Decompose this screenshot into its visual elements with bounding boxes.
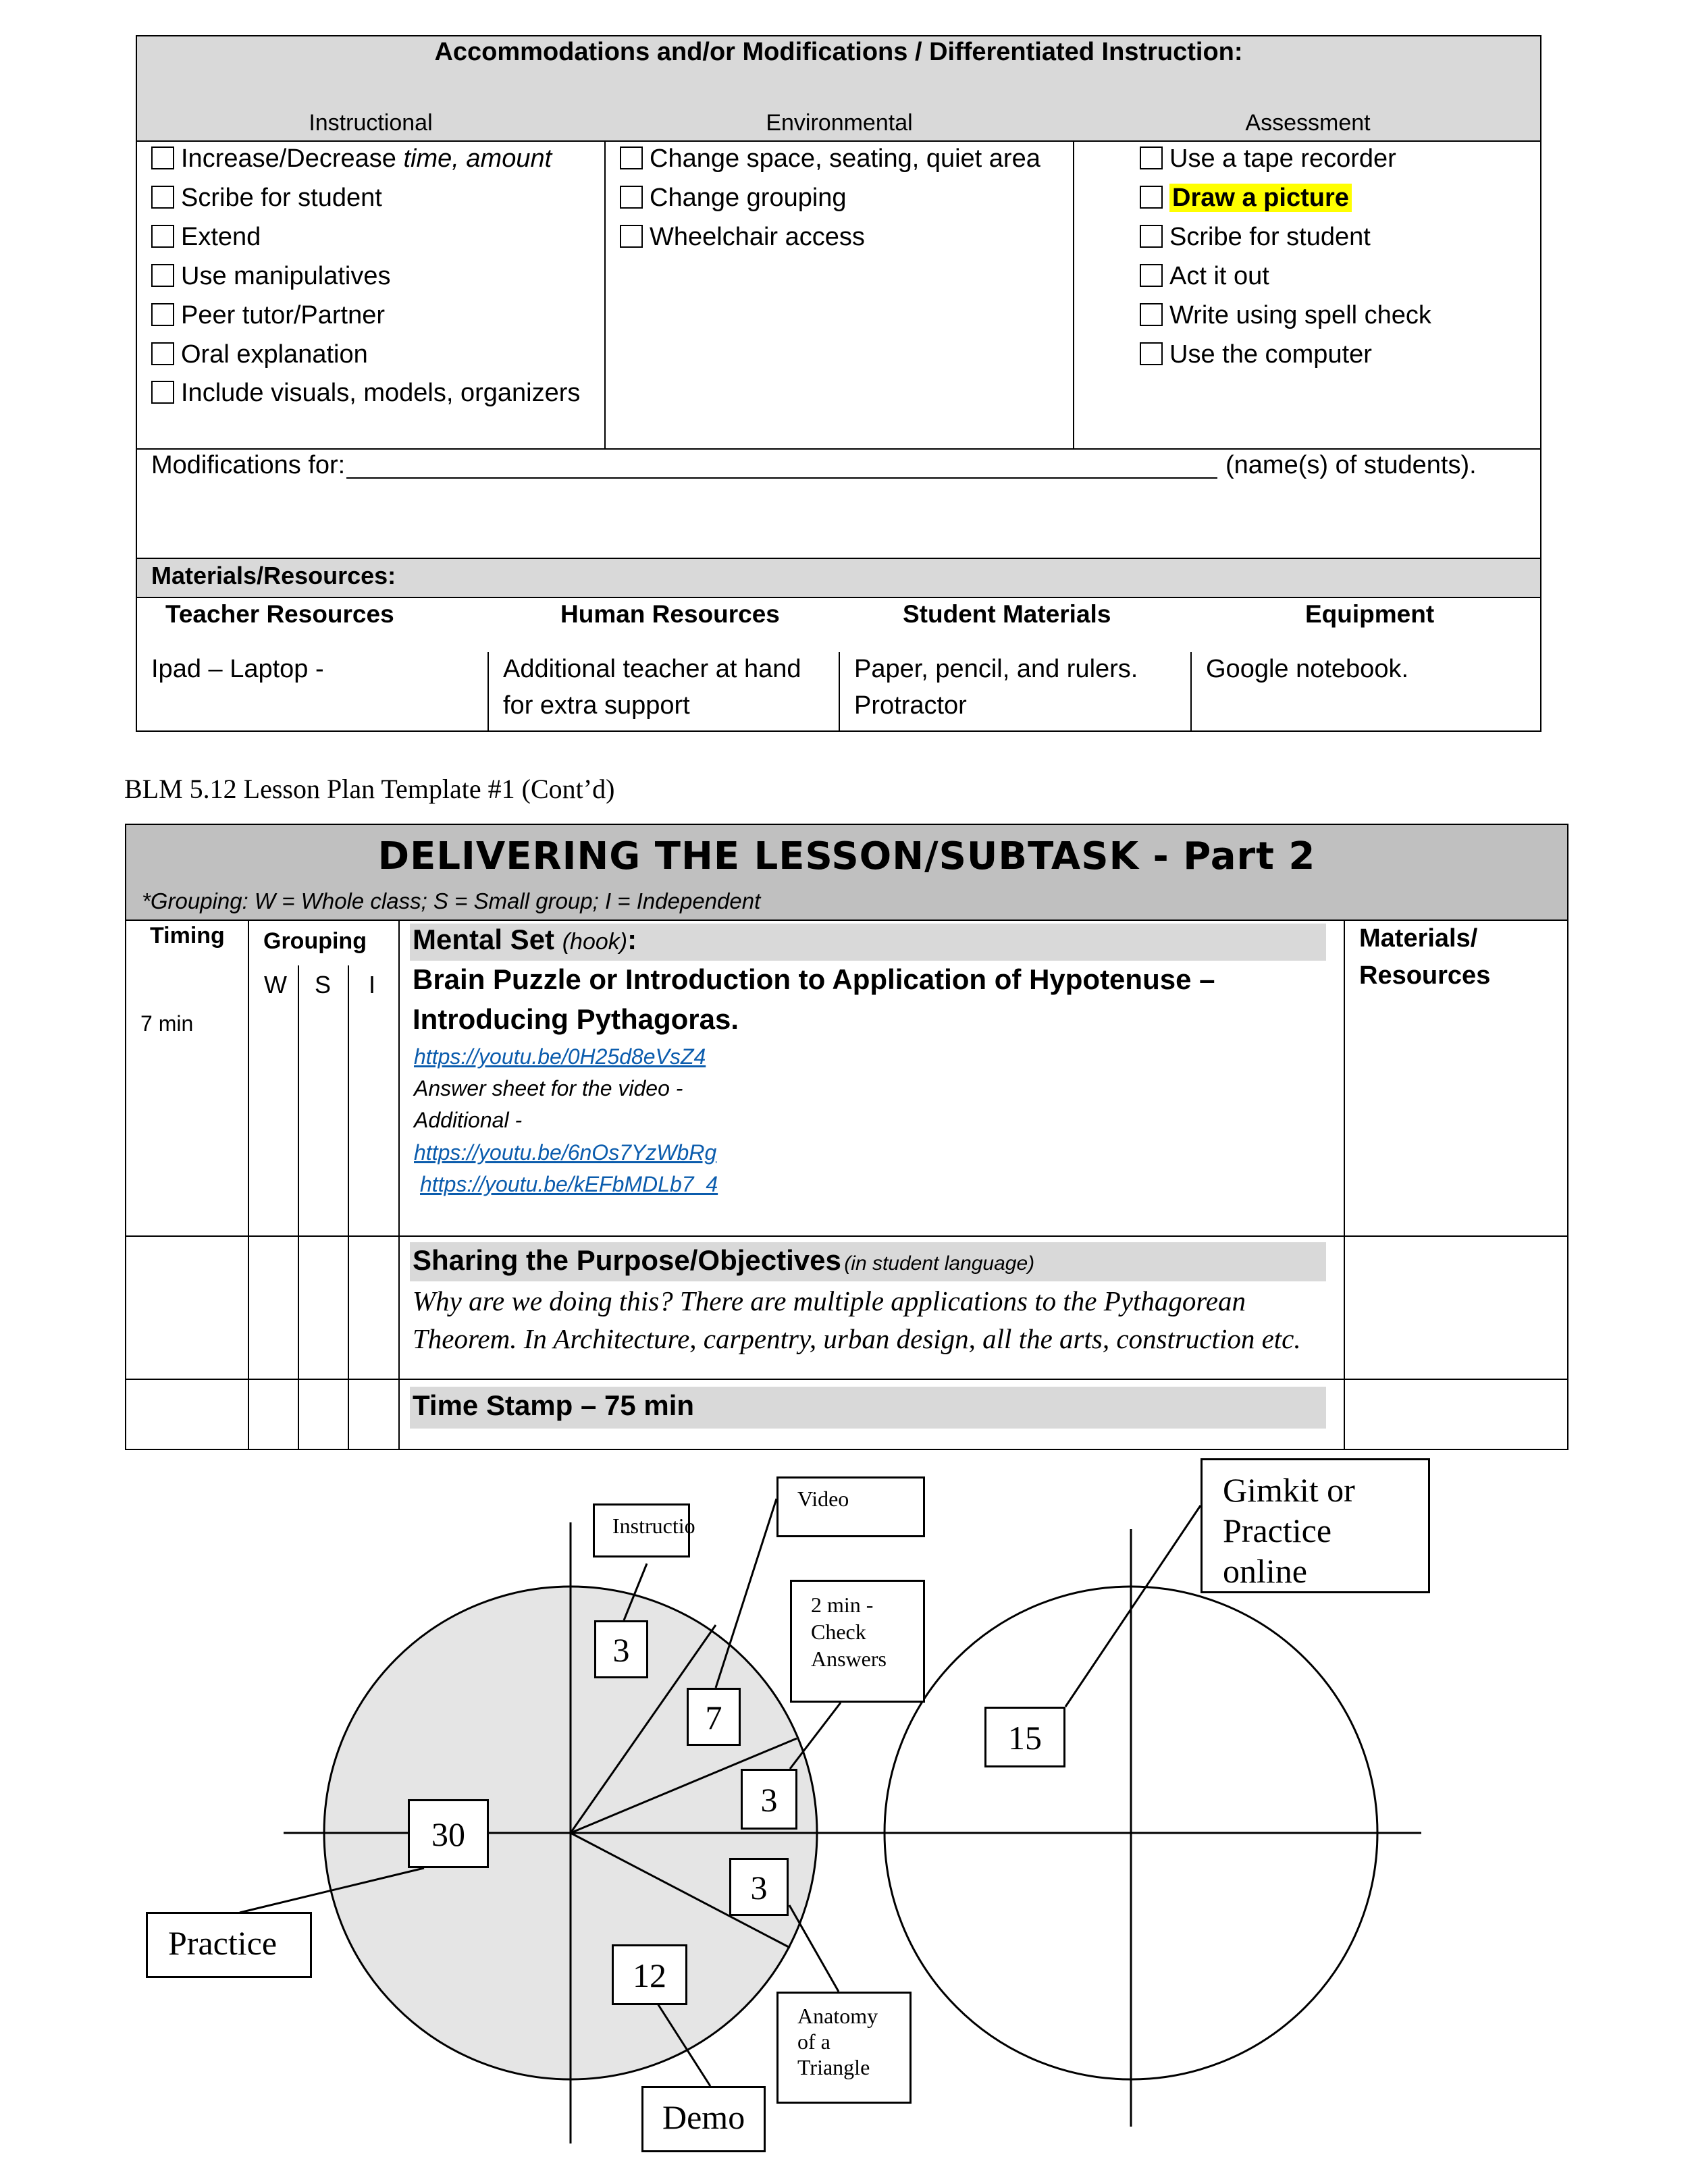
label-practice: Practice <box>146 1912 312 1978</box>
highlighted-text: Draw a picture <box>1169 184 1352 212</box>
minutes-video: 7 <box>687 1688 741 1746</box>
checkbox[interactable] <box>151 186 174 209</box>
checkbox-item[interactable]: Peer tutor/Partner <box>151 301 385 330</box>
label-anatomy: Anatomy of a Triangle <box>776 1992 912 2104</box>
checkbox[interactable] <box>151 225 174 248</box>
checkbox-item[interactable]: Extend <box>151 223 261 252</box>
equipment-value: Google notebook. <box>1206 655 1409 683</box>
checkbox-item[interactable]: Change grouping <box>620 184 847 213</box>
checkbox[interactable] <box>1140 225 1163 248</box>
checkbox-item[interactable]: Use the computer <box>1140 340 1372 369</box>
checkbox[interactable] <box>151 147 174 169</box>
label-demo: Demo <box>641 2086 766 2152</box>
timing-value: 7 min <box>140 1011 194 1036</box>
checkbox[interactable] <box>151 264 174 287</box>
modifications-blank[interactable] <box>346 477 1217 479</box>
answer-sheet-text: Answer sheet for the video - <box>414 1076 683 1100</box>
purpose-line-2: Theorem. In Architecture, carpentry, urban design, all the arts, construction etc. <box>413 1323 1301 1354</box>
human-resources-value-1: Additional teacher at hand <box>503 655 801 683</box>
materials-resources-header-2: Resources <box>1359 961 1491 990</box>
checkbox[interactable] <box>151 381 174 404</box>
teacher-resources-header: Teacher Resources <box>165 600 394 628</box>
checkbox-item[interactable]: Scribe for student <box>1140 223 1371 252</box>
checkbox-item[interactable]: Act it out <box>1140 262 1269 291</box>
checkbox-item-highlighted[interactable] <box>1140 184 1352 213</box>
purpose-heading: Sharing the Purpose/Objectives (in student language) <box>413 1244 1035 1276</box>
checkbox[interactable] <box>1140 264 1163 287</box>
checkbox-item[interactable]: Oral explanation <box>151 340 368 369</box>
checkbox[interactable] <box>620 225 643 248</box>
checkbox-item[interactable]: Include visuals, models, organizers <box>151 379 580 408</box>
mental-set-line-2: Introducing Pythagoras. <box>413 1003 739 1035</box>
checkbox[interactable] <box>1140 186 1163 209</box>
label-video: Video <box>776 1476 925 1537</box>
mental-set-line-1: Brain Puzzle or Introduction to Application of Hypotenuse – <box>413 963 1215 995</box>
purpose-line-1: Why are we doing this? There are multiple applications to the Pythagorean <box>413 1285 1246 1316</box>
grouping-note: *Grouping: W = Whole class; S = Small group; I = Independent <box>142 888 761 913</box>
lesson-title: DELIVERING THE LESSON/SUBTASK - Part 2 <box>377 834 1316 878</box>
checkbox[interactable] <box>151 342 174 365</box>
student-materials-value-2: Protractor <box>854 691 967 720</box>
materials-title: Materials/Resources: <box>151 562 396 589</box>
checkbox-item[interactable]: Increase/Decrease time, amount <box>151 144 552 174</box>
video-link-2[interactable]: https://youtu.be/6nOs7YzWbRg <box>414 1140 717 1165</box>
column-environmental: Environmental <box>766 110 913 136</box>
minutes-anatomy: 3 <box>729 1858 789 1916</box>
mental-set-heading: Mental Set (hook): <box>413 924 637 955</box>
grouping-i: I <box>369 971 376 998</box>
checkbox[interactable] <box>151 303 174 326</box>
student-materials-value-1: Paper, pencil, and rulers. <box>854 655 1138 683</box>
template-caption: BLM 5.12 Lesson Plan Template #1 (Cont’d) <box>124 774 615 804</box>
grouping-w: W <box>264 971 287 998</box>
timing-header: Timing <box>150 923 225 949</box>
grouping-header: Grouping <box>263 928 367 954</box>
leader-line <box>789 1905 839 1992</box>
checkbox-item[interactable]: Write using spell check <box>1140 301 1431 330</box>
leader-line <box>1065 1506 1201 1707</box>
minutes-demo: 12 <box>612 1944 687 2005</box>
column-instructional: Instructional <box>309 110 433 136</box>
checkbox[interactable] <box>620 186 643 209</box>
checkbox-item[interactable]: Use manipulatives <box>151 262 390 291</box>
checkbox[interactable] <box>1140 147 1163 169</box>
modifications-suffix: (name(s) of students). <box>1225 451 1477 479</box>
video-link-1[interactable]: https://youtu.be/0H25d8eVsZ4 <box>414 1044 706 1069</box>
minutes-practice: 30 <box>408 1799 489 1868</box>
equipment-header: Equipment <box>1305 600 1435 628</box>
student-materials-header: Student Materials <box>903 600 1111 628</box>
checkbox-item[interactable]: Wheelchair access <box>620 223 865 252</box>
human-resources-value-2: for extra support <box>503 691 690 720</box>
modifications-label: Modifications for: <box>151 451 346 479</box>
additional-text: Additional - <box>414 1108 523 1132</box>
checkbox[interactable] <box>1140 303 1163 326</box>
minutes-gimkit: 15 <box>984 1707 1065 1767</box>
checkbox-item[interactable]: Change space, seating, quiet area <box>620 144 1040 174</box>
materials-resources-header-1: Materials/ <box>1359 924 1478 953</box>
column-assessment: Assessment <box>1245 110 1371 136</box>
checkbox[interactable] <box>1140 342 1163 365</box>
human-resources-header: Human Resources <box>560 600 780 628</box>
video-link-3[interactable]: https://youtu.be/kEFbMDLb7_4 <box>420 1172 718 1196</box>
label-instructions: Instructio <box>593 1503 690 1557</box>
accommodations-title: Accommodations and/or Modifications / Differentiated Instruction: <box>434 38 1243 66</box>
checkbox-item[interactable]: Use a tape recorder <box>1140 144 1396 174</box>
label-check-answers: 2 min - Check Answers <box>790 1580 925 1703</box>
minutes-instructions: 3 <box>594 1620 648 1678</box>
grouping-s: S <box>315 971 332 998</box>
time-stamp: Time Stamp – 75 min <box>413 1389 695 1421</box>
teacher-resources-value: Ipad – Laptop - <box>151 655 324 683</box>
checkbox-item[interactable]: Scribe for student <box>151 184 382 213</box>
label-gimkit: Gimkit or Practice online <box>1201 1458 1430 1593</box>
checkbox[interactable] <box>620 147 643 169</box>
minutes-check: 3 <box>741 1769 797 1830</box>
